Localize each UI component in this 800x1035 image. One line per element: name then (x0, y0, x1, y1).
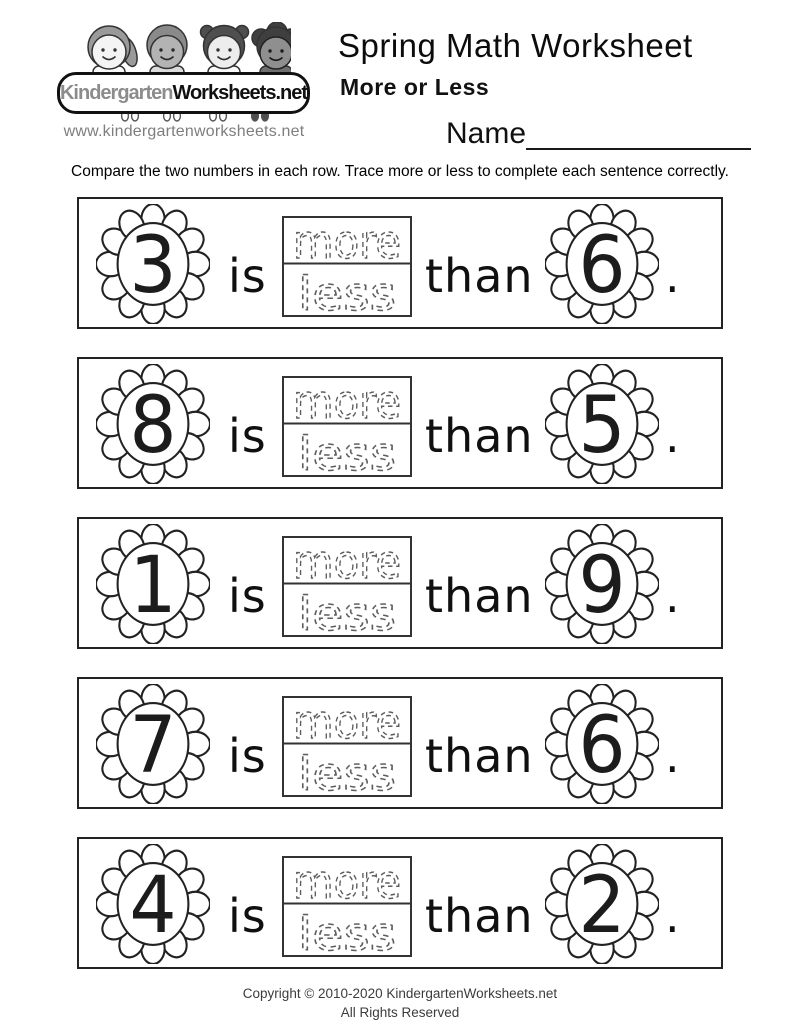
logo-brand-gray: Kindergarten (59, 81, 173, 104)
page-footer (0, 985, 800, 1023)
left-number: 8 (129, 379, 177, 471)
left-number: 1 (129, 539, 177, 631)
website-url: www.kindergartenworksheets.net (63, 123, 305, 140)
flower-right-icon (545, 204, 659, 324)
is-label: is (228, 889, 267, 943)
worksheet-row-3 (77, 517, 723, 649)
than-label: than (425, 409, 534, 463)
left-number: 7 (129, 699, 177, 791)
trace-word-less: less (298, 267, 396, 315)
is-label: is (228, 569, 267, 623)
worksheet-row-5 (77, 837, 723, 969)
flower-right-icon (545, 364, 659, 484)
worksheet-row-1 (77, 197, 723, 329)
left-number: 3 (129, 219, 177, 311)
name-label: Name (446, 117, 527, 150)
logo-brand-text (60, 82, 307, 105)
worksheet-title: Spring Math Worksheet (338, 27, 693, 64)
name-field (446, 116, 751, 150)
trace-word-less: less (298, 747, 396, 795)
trace-box (282, 856, 412, 957)
trace-box (282, 696, 412, 797)
worksheet-subtitle: More or Less (340, 74, 490, 100)
trace-word-more: more (293, 858, 401, 909)
name-blank-line (526, 116, 751, 150)
trace-box (282, 536, 412, 637)
flower-right-icon (545, 524, 659, 644)
period-label: . (665, 889, 681, 943)
trace-word-less: less (298, 427, 396, 475)
flower-left-icon (96, 364, 210, 484)
right-number: 9 (578, 539, 626, 631)
trace-word-more: more (293, 698, 401, 749)
than-label: than (425, 249, 534, 303)
footer-rights: All Rights Reserved (340, 1004, 460, 1020)
period-label: . (665, 409, 681, 463)
site-logo (57, 22, 310, 142)
worksheet-row-4 (77, 677, 723, 809)
trace-word-more: more (293, 378, 401, 429)
than-label: than (425, 569, 534, 623)
flower-right-icon (545, 844, 659, 964)
worksheet-row-2 (77, 357, 723, 489)
left-number: 4 (129, 859, 177, 951)
logo-brand-black: Worksheets.net (172, 81, 308, 104)
is-label: is (228, 729, 267, 783)
flower-right-icon (545, 684, 659, 804)
trace-word-more: more (293, 538, 401, 589)
is-label: is (228, 409, 267, 463)
trace-word-more: more (293, 218, 401, 269)
right-number: 6 (578, 699, 626, 791)
period-label: . (665, 569, 681, 623)
flower-left-icon (96, 204, 210, 324)
right-number: 5 (578, 379, 626, 471)
footer-copyright: Copyright © 2010-2020 KindergartenWorksheets.net (242, 986, 558, 1001)
flower-left-icon (96, 844, 210, 964)
trace-word-less: less (298, 907, 396, 955)
flower-left-icon (96, 524, 210, 644)
period-label: . (665, 729, 681, 783)
right-number: 6 (578, 219, 626, 311)
period-label: . (665, 249, 681, 303)
flower-left-icon (96, 684, 210, 804)
instructions-text: Compare the two numbers in each row. Trace more or less to complete each sentence correctly. (71, 163, 729, 180)
logo-sign (57, 72, 310, 114)
trace-box (282, 376, 412, 477)
is-label: is (228, 249, 267, 303)
than-label: than (425, 889, 534, 943)
trace-word-less: less (298, 587, 396, 635)
trace-box (282, 216, 412, 317)
than-label: than (425, 729, 534, 783)
right-number: 2 (578, 859, 626, 951)
